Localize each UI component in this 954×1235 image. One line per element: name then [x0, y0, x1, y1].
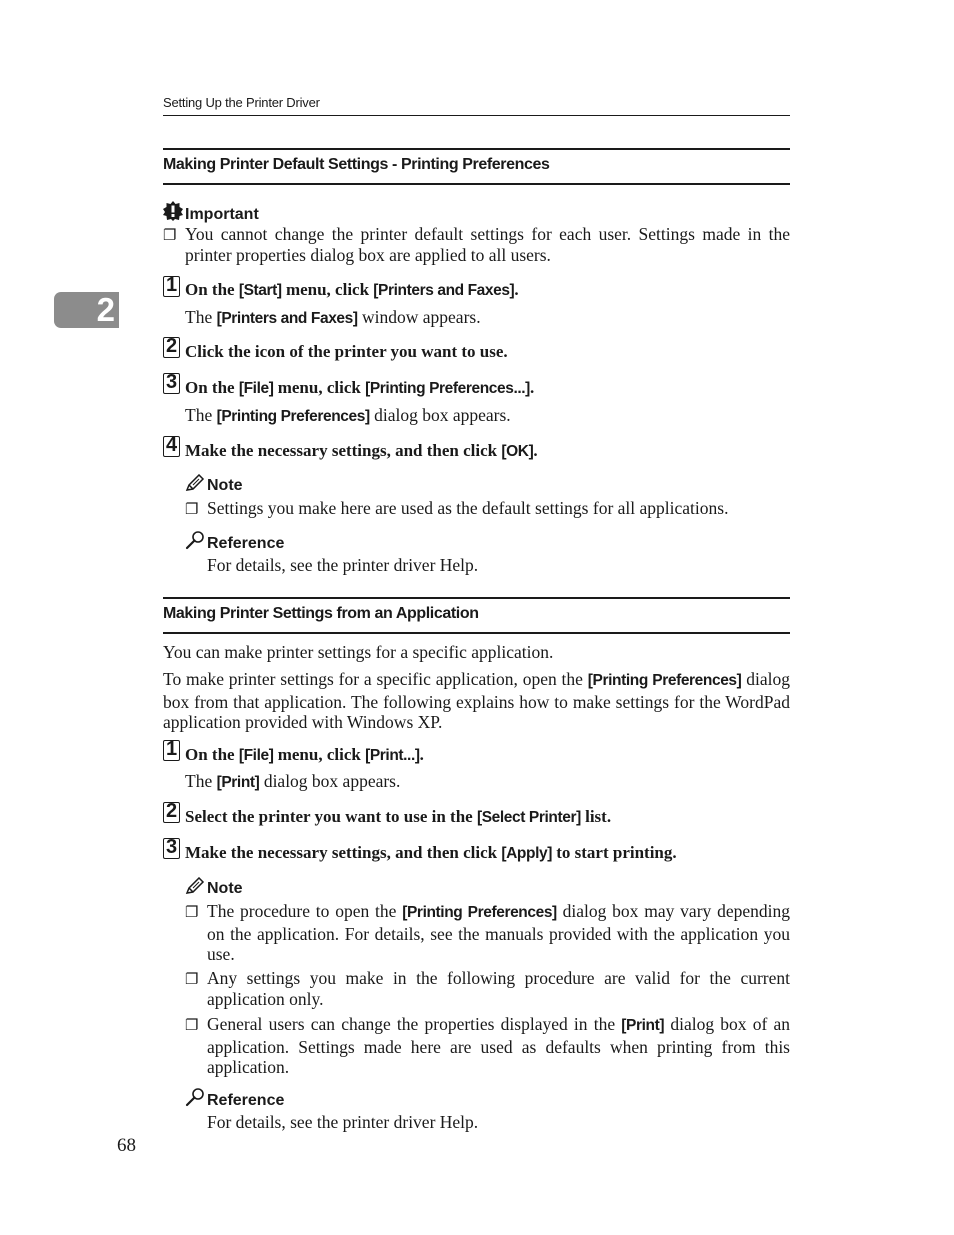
running-head: Setting Up the Printer Driver	[163, 95, 320, 110]
note-heading	[185, 877, 243, 900]
step-instruction: On the [File] menu, click [Printing Preferences...].	[185, 378, 535, 397]
chapter-tab	[54, 292, 119, 328]
note-heading	[185, 474, 243, 497]
step-number-icon	[163, 740, 180, 761]
magnifier-icon	[185, 1087, 205, 1112]
checkbox-bullet-icon: ❐	[185, 502, 199, 518]
note-label: Note	[207, 477, 243, 494]
chapter-number: 2	[96, 291, 115, 328]
reference-heading	[185, 1087, 284, 1112]
reference-heading	[185, 530, 284, 555]
step-instruction: Make the necessary settings, and then click [OK].	[185, 441, 538, 460]
step-instruction: Make the necessary settings, and then click [Apply] to start printing.	[185, 843, 677, 862]
section2-bottom-rule	[163, 632, 790, 634]
checkbox-bullet-icon: ❐	[185, 905, 199, 921]
important-label: Important	[185, 206, 259, 223]
section1-title: Making Printer Default Settings - Printing Preferences	[163, 156, 550, 173]
reference-label: Reference	[207, 535, 285, 552]
step-instruction: Click the icon of the printer you want to use.	[185, 342, 508, 361]
step-instruction: On the [File] menu, click [Print...].	[185, 745, 424, 764]
header-rule	[163, 115, 790, 116]
step-number-icon	[163, 436, 180, 457]
reference-text: For details, see the printer driver Help.	[207, 555, 479, 575]
step-result: The [Print] dialog box appears.	[185, 771, 401, 791]
reference-text: For details, see the printer driver Help.	[207, 1112, 479, 1132]
step-result: The [Printing Preferences] dialog box appears.	[185, 405, 511, 425]
section2-title: Making Printer Settings from an Application	[163, 605, 479, 622]
step-instruction: Select the printer you want to use in the [Select Printer] list.	[185, 807, 612, 826]
important-text: You cannot change the printer default settings for each user. Settings made in the printer properties dialog box are applied to all users.	[185, 224, 790, 265]
note-text: Any settings you make in the following procedure are valid for the current application only.	[207, 968, 790, 1009]
section1-bottom-rule	[163, 183, 790, 185]
pencil-icon	[185, 877, 205, 900]
important-icon	[163, 201, 183, 226]
step-result: The [Printers and Faxes] window appears.	[185, 307, 481, 327]
page-number: 68	[117, 1135, 136, 1156]
note-label: Note	[207, 880, 243, 897]
pencil-icon	[185, 474, 205, 497]
step-number-icon	[163, 276, 180, 297]
note-text: The procedure to open the [Printing Preferences] dialog box may vary depending on the application. For details, see the manuals provided with the application you use.	[207, 901, 790, 964]
step-number-icon	[163, 838, 180, 859]
magnifier-icon	[185, 530, 205, 555]
intro-paragraph: You can make printer settings for a specific application.	[163, 642, 554, 662]
reference-label: Reference	[207, 1092, 285, 1109]
checkbox-bullet-icon: ❐	[163, 228, 177, 244]
checkbox-bullet-icon: ❐	[185, 972, 199, 988]
checkbox-bullet-icon: ❐	[185, 1018, 199, 1034]
step-number-icon	[163, 337, 180, 358]
section1-top-rule	[163, 148, 790, 150]
intro-paragraph: To make printer settings for a specific application, open the [Printing Preferences] dialog box from that application. The following explains how to make settings for the WordPad application provided with Windows XP.	[163, 669, 790, 732]
important-heading	[163, 201, 259, 226]
section2-top-rule	[163, 597, 790, 599]
step-instruction: On the [Start] menu, click [Printers and Faxes].	[185, 280, 519, 299]
note-text: Settings you make here are used as the default settings for all applications.	[207, 498, 729, 518]
step-number-icon	[163, 373, 180, 394]
note-text: General users can change the properties displayed in the [Print] dialog box of an application. Settings made here are used as defaults when printing from this application.	[207, 1014, 790, 1077]
step-number-icon	[163, 802, 180, 823]
